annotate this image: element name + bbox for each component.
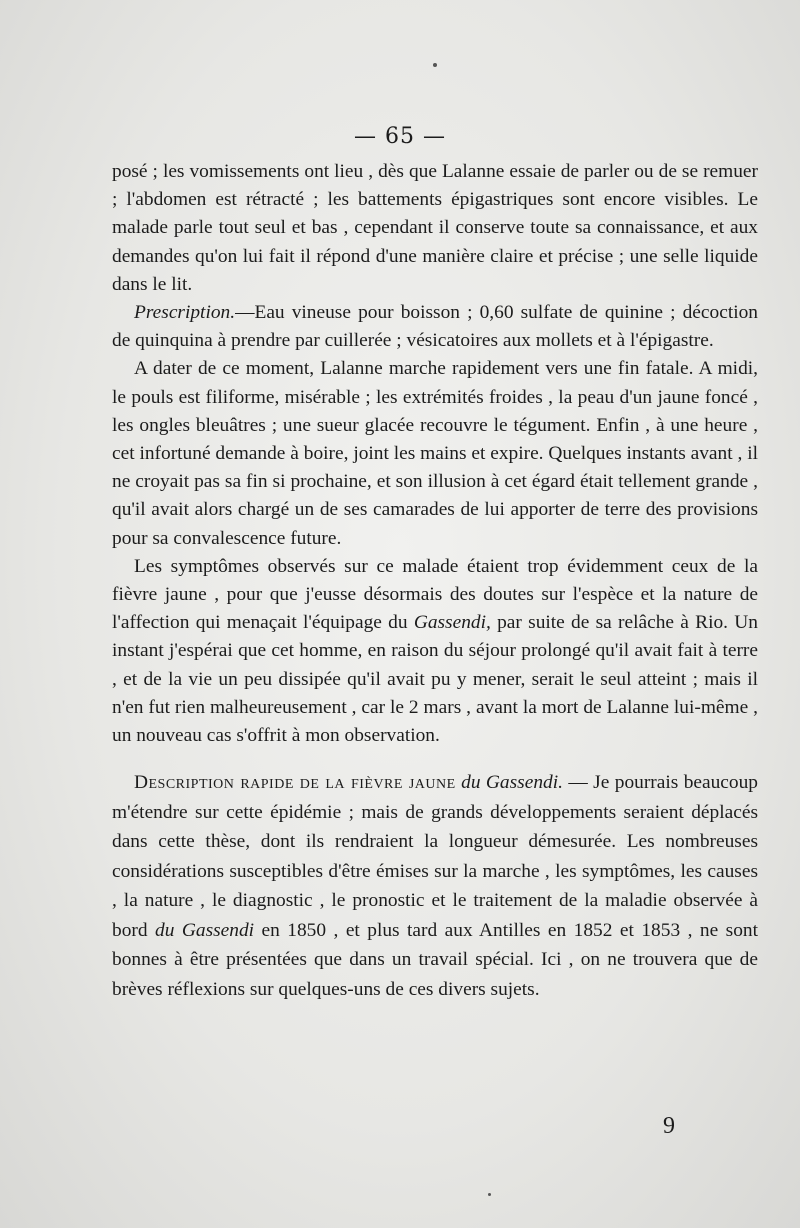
prescription-label: Prescription. (134, 302, 236, 324)
page-body (112, 158, 758, 1004)
description-text-after: en 1850 , et plus tard aux Antilles en 1852 et 1853 , ne sont bonnes à être présentées que dans un travail spécial. Ici , on ne trouvera que de brèves réflexions sur quelques-uns de ces divers sujets. (112, 919, 758, 1000)
paragraph-symptoms: posé ; les vomissements ont lieu , dès que Lalanne essaie de parler ou de se remuer ; l'abdomen est rétracté ; les battements épigastriques sont encore visibles. Le malade parle tout seul et bas , cependant il conserve toute sa connaissance, et aux demandes qu'on lui fait il répond d'une manière claire et précise ; une selle liquide dans le lit. (112, 161, 758, 295)
signature-mark: 9 (663, 1113, 675, 1139)
ink-speck (433, 63, 437, 67)
paragraph-prescription (112, 299, 758, 355)
paragraph-death: A dater de ce moment, Lalanne marche rapidement vers une fin fatale. A midi, le pouls est filiforme, misérable ; les extrémités froides , la peau d'un jaune foncé , les ongles bleuâtres ; une sueur glacée recouvre le tégument. Enfin , à une heure , cet infortuné demande à boire, joint les mains et expire. Quelques instants avant , il ne croyait pas sa fin si prochaine, et son illusion à cet égard était tellement grande , qu'il avait alors chargé un de ses camarades de lui apporter de terre des provisions pour sa convalescence future. (112, 358, 758, 549)
section-heading-ship: du Gassendi. (455, 772, 563, 794)
prescription-text: —Eau vineuse pour boisson ; 0,60 sulfate de quinine ; décoction de quinquina à prendre par cuillerée ; vésicatoires aux mollets et à l'épigastre. (112, 302, 758, 352)
ink-speck (488, 1193, 491, 1196)
ship-name-2: du Gassendi (155, 919, 255, 941)
description-text-before: — Je pourrais beaucoup m'étendre sur cette épidémie ; mais de grands développements seraient déplacés dans cette thèse, dont ils rendraient la longueur démesurée. Les nombreuses considérations susceptibles d'être émises sur la marche , les symptômes, les causes , la nature , le diagnostic , le pronostic et le traitement de la maladie observée à bord (112, 772, 758, 941)
page-number: — 65 — (354, 124, 446, 149)
observation-text-before: Les symptômes observés sur ce malade étaient trop évidemment ceux de la fièvre jaune , pour que j'eusse désormais des doutes sur l'espèce et la nature de l'affection qui menaçait l'équipage du (112, 555, 758, 634)
section-heading: Description rapide de la fièvre jaune (134, 772, 456, 794)
ship-name: Gassendi, (413, 612, 491, 634)
observation-text-after: par suite de sa relâche à Rio. Un instant j'espérai que cet homme, en raison du séjour prolongé qu'il avait fait à terre , et de la vie un peu dissipée qu'il avait pu y mener, serait le seul atteint ; mais il n'en fut rien malheureusement , car le 2 mars , avant la mort de Lalanne lui-même , un nouveau cas s'offrit à mon observation. (112, 612, 758, 747)
paragraph-observation (112, 553, 758, 750)
paragraph-description (112, 768, 758, 1004)
section-gap (112, 750, 758, 768)
